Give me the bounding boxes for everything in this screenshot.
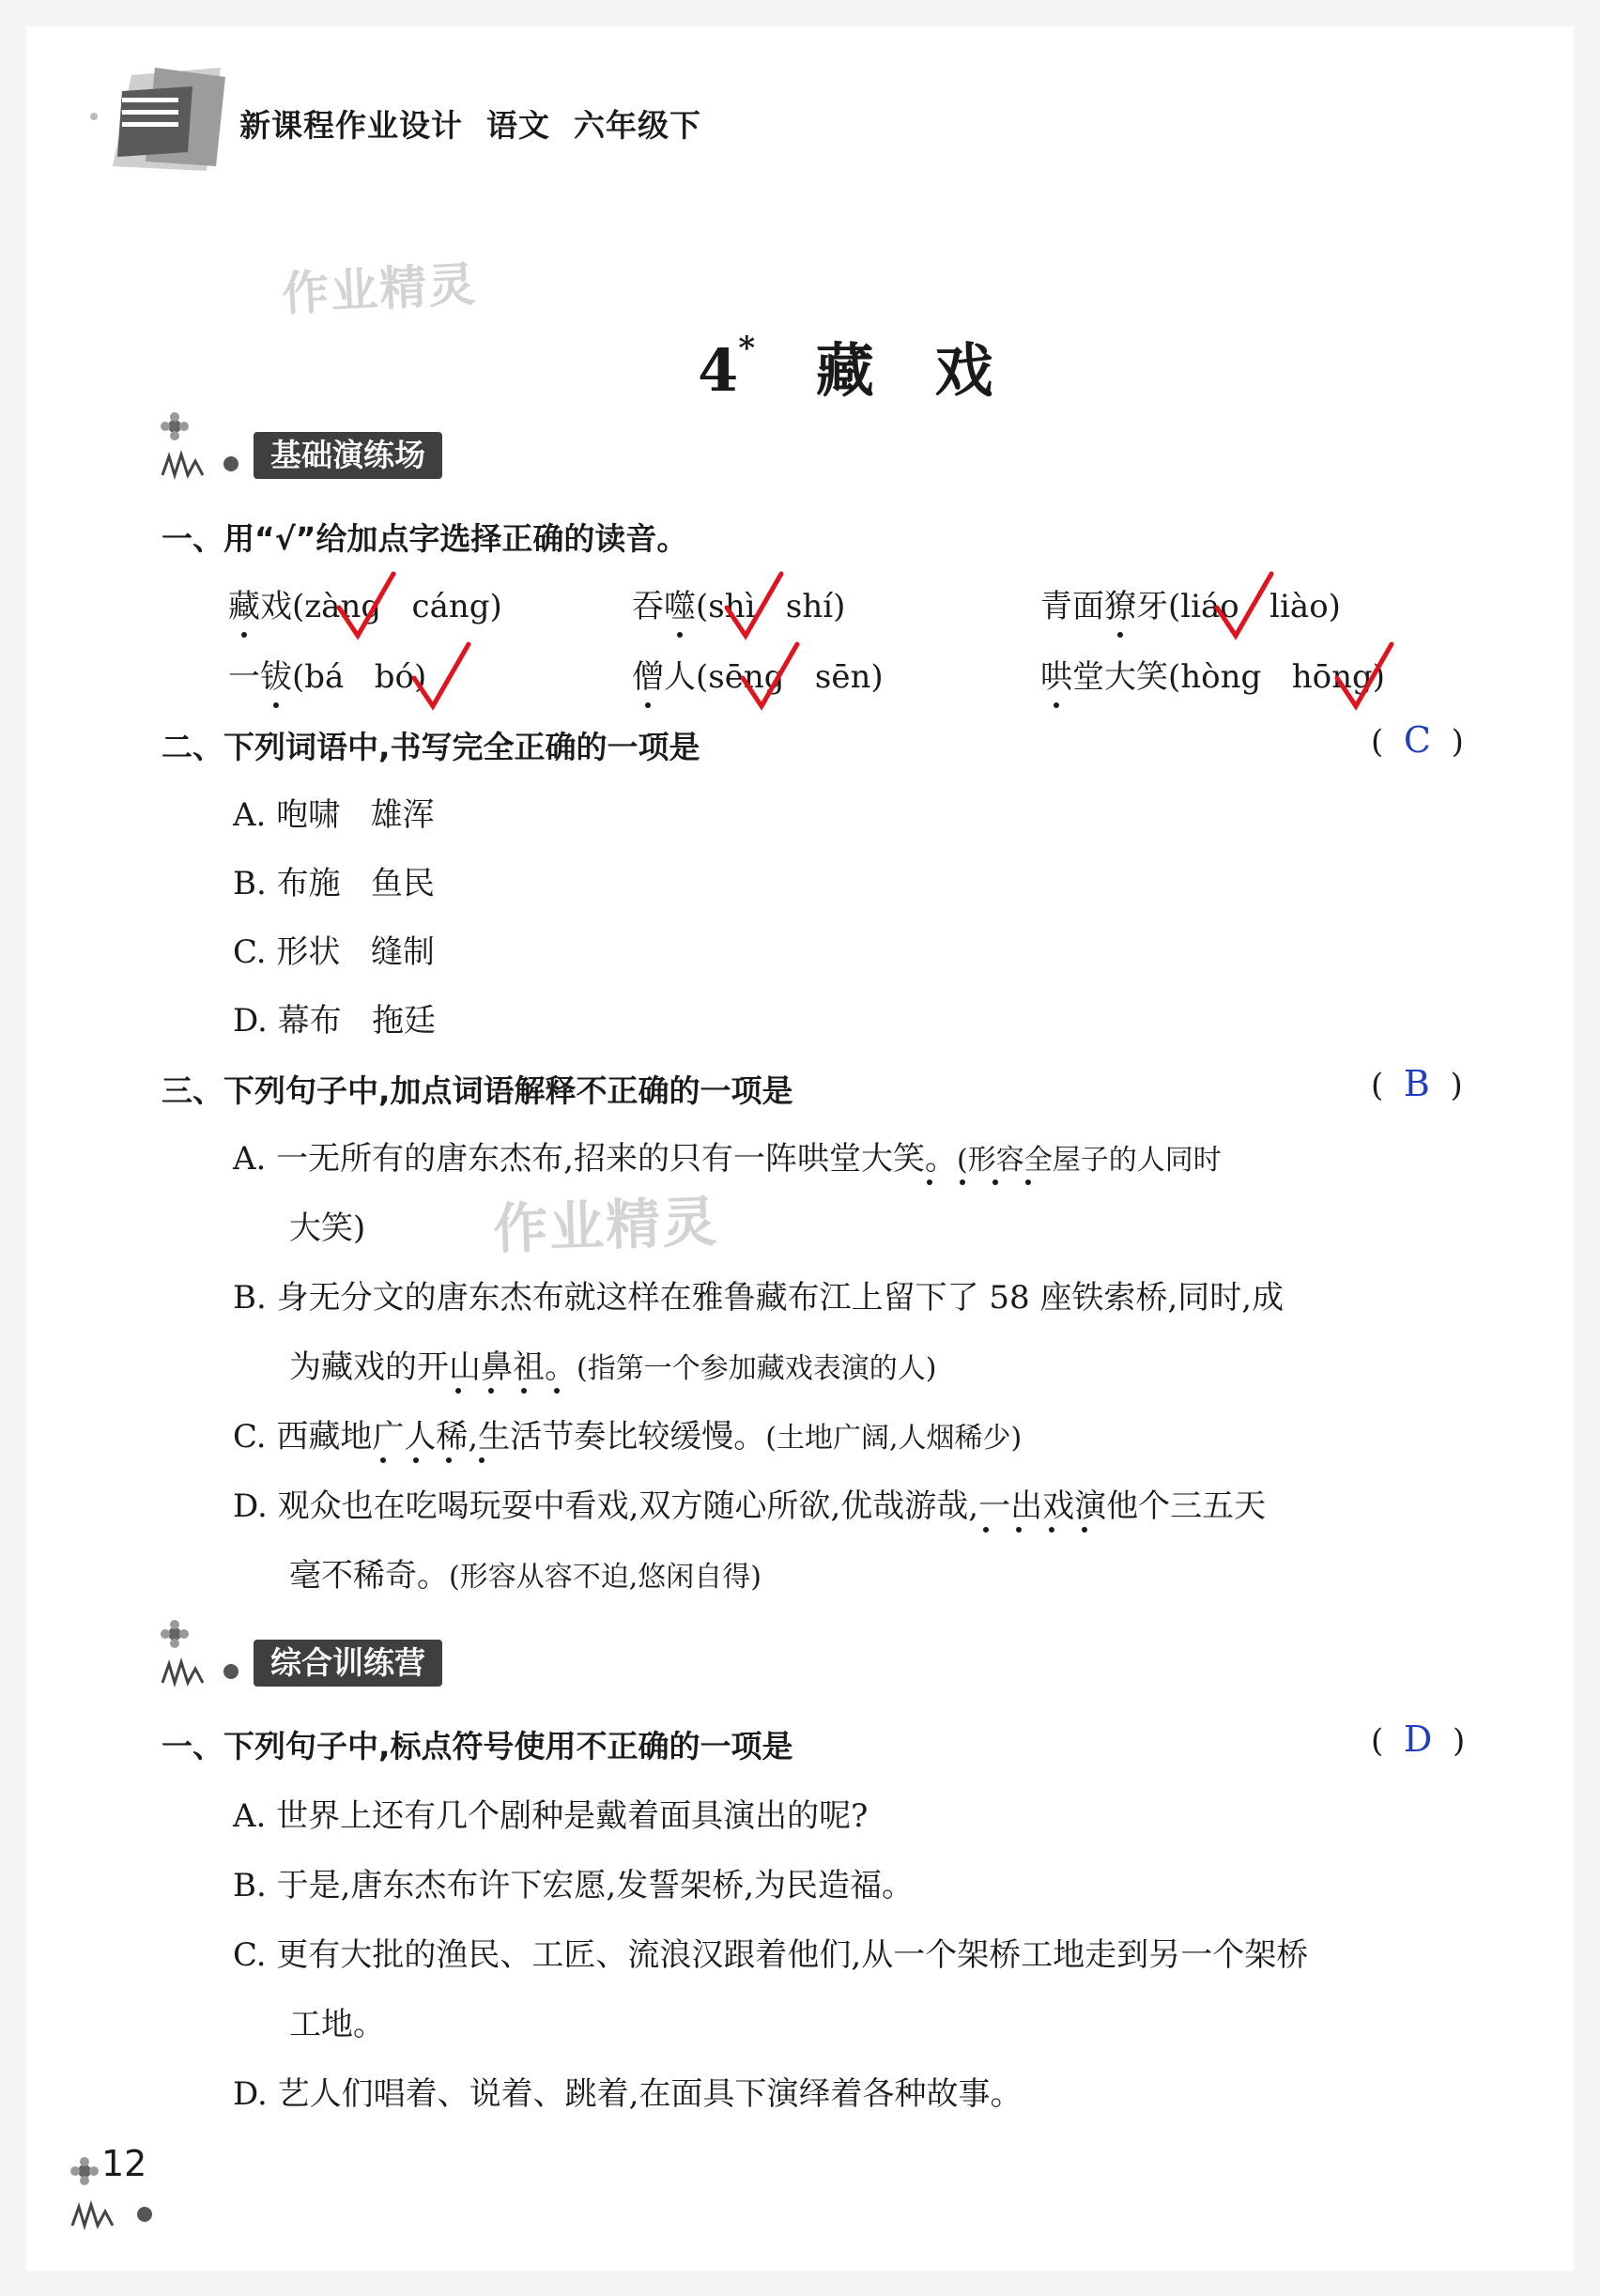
check-mark-icon <box>721 568 787 643</box>
q2-option-a: A. 咆啸 雄浑 <box>233 796 435 834</box>
check-mark-icon <box>737 639 803 714</box>
q4-option-b: B. 于是,唐东杰布许下宏愿,发誓架桥,为民造福。 <box>233 1867 915 1904</box>
check-mark-icon <box>1331 639 1397 714</box>
notebook-decoration-icon <box>66 58 235 180</box>
page-number: 12 <box>101 2143 147 2184</box>
section-banner-basic: 基础演练场 <box>254 432 442 479</box>
check-mark-icon <box>1211 568 1277 643</box>
watermark-middle: 作业精灵 <box>492 1189 720 1262</box>
q4-answer: ( D ) <box>1371 1718 1466 1760</box>
dotted-character: 钹 <box>260 651 292 697</box>
q1-stem: 一、用“√”给加点字选择正确的读音。 <box>162 520 688 557</box>
flower-grass-icon <box>158 409 252 485</box>
dotted-character: 哄 <box>1040 651 1072 697</box>
q3-answer: ( B ) <box>1371 1063 1463 1104</box>
dotted-character: 噬 <box>664 580 696 626</box>
q1-item-6: 哄堂大笑(hòng hōng) <box>1040 651 1385 697</box>
q1-item-5: 僧人(sēng sēn) <box>632 651 884 697</box>
q4-option-d: D. 艺人们唱着、说着、跳着,在面具下演绎着各种故事。 <box>233 2075 1023 2113</box>
dotted-character: 獠 <box>1104 580 1136 626</box>
q1-item-1: 藏戏(zàng cáng) <box>228 580 502 626</box>
q2-option-c: C. 形状 缝制 <box>233 933 435 971</box>
q2-option-b: B. 布施 鱼民 <box>233 865 436 902</box>
q4-option-c: C. 更有大批的渔民、工匠、流浪汉跟着他们,从一个架桥工地走到另一个架桥 <box>233 1936 1309 1974</box>
q3-option-c: C. 西藏地广人稀,生活节奏比较缓慢。(土地广阔,人烟稀少) <box>233 1418 1023 1456</box>
lesson-star: * <box>738 330 756 368</box>
q2-stem: 二、下列词语中,书写完全正确的一项是 <box>162 729 700 765</box>
emphasis-dots <box>920 1176 1061 1189</box>
q4-option-c-cont: 工地。 <box>289 2006 385 2043</box>
q4-option-a: A. 世界上还有几个剧种是戴着面具演出的呢? <box>233 1797 869 1835</box>
dotted-character: 僧 <box>632 651 664 697</box>
book-series-title: 新课程作业设计 语文 六年级下 <box>239 107 701 144</box>
q1-item-4: 一钹(bá bó) <box>228 651 426 697</box>
q2-option-d: D. 幕布 拖廷 <box>233 1002 437 1040</box>
q3-option-b: B. 身无分文的唐东杰布就这样在雅鲁藏布江上留下了 58 座铁索桥,同时,成 <box>233 1279 1285 1317</box>
q2-answer: ( C ) <box>1371 719 1464 761</box>
q3-option-d-cont: 毫不稀奇。(形容从容不迫,悠闲自得) <box>289 1557 762 1595</box>
emphasis-dots <box>449 1384 590 1397</box>
section-banner-comprehensive: 综合训练营 <box>254 1640 442 1687</box>
lesson-name: 藏 戏 <box>815 336 993 405</box>
emphasis-dots <box>977 1523 1117 1536</box>
lesson-title <box>657 255 993 408</box>
flower-grass-icon <box>158 1617 252 1692</box>
watermark-top: 作业精灵 <box>280 256 479 322</box>
q1-item-2: 吞噬(shì shí) <box>632 580 845 626</box>
q3-option-b-cont: 为藏戏的开山鼻祖。(指第一个参加藏戏表演的人) <box>289 1348 937 1386</box>
q3-option-a: A. 一无所有的唐东杰布,招来的只有一阵哄堂大笑。(形容全屋子的人同时 <box>233 1140 1222 1178</box>
q3-stem: 三、下列句子中,加点词语解释不正确的一项是 <box>162 1072 793 1109</box>
q4-stem: 一、下列句子中,标点符号使用不正确的一项是 <box>162 1728 793 1764</box>
dotted-character: 藏 <box>228 580 260 626</box>
check-mark-icon <box>333 568 399 643</box>
q3-option-a-cont: 大笑) <box>289 1210 366 1247</box>
q1-item-3: 青面獠牙(liáo liào) <box>1040 580 1341 626</box>
emphasis-dots <box>374 1454 515 1467</box>
check-mark-icon <box>408 639 474 714</box>
q3-option-d: D. 观众也在吃喝玩耍中看戏,双方随心所欲,优哉游哉,一出戏演他个三五天 <box>233 1487 1267 1525</box>
lesson-number: 4 <box>698 336 739 405</box>
